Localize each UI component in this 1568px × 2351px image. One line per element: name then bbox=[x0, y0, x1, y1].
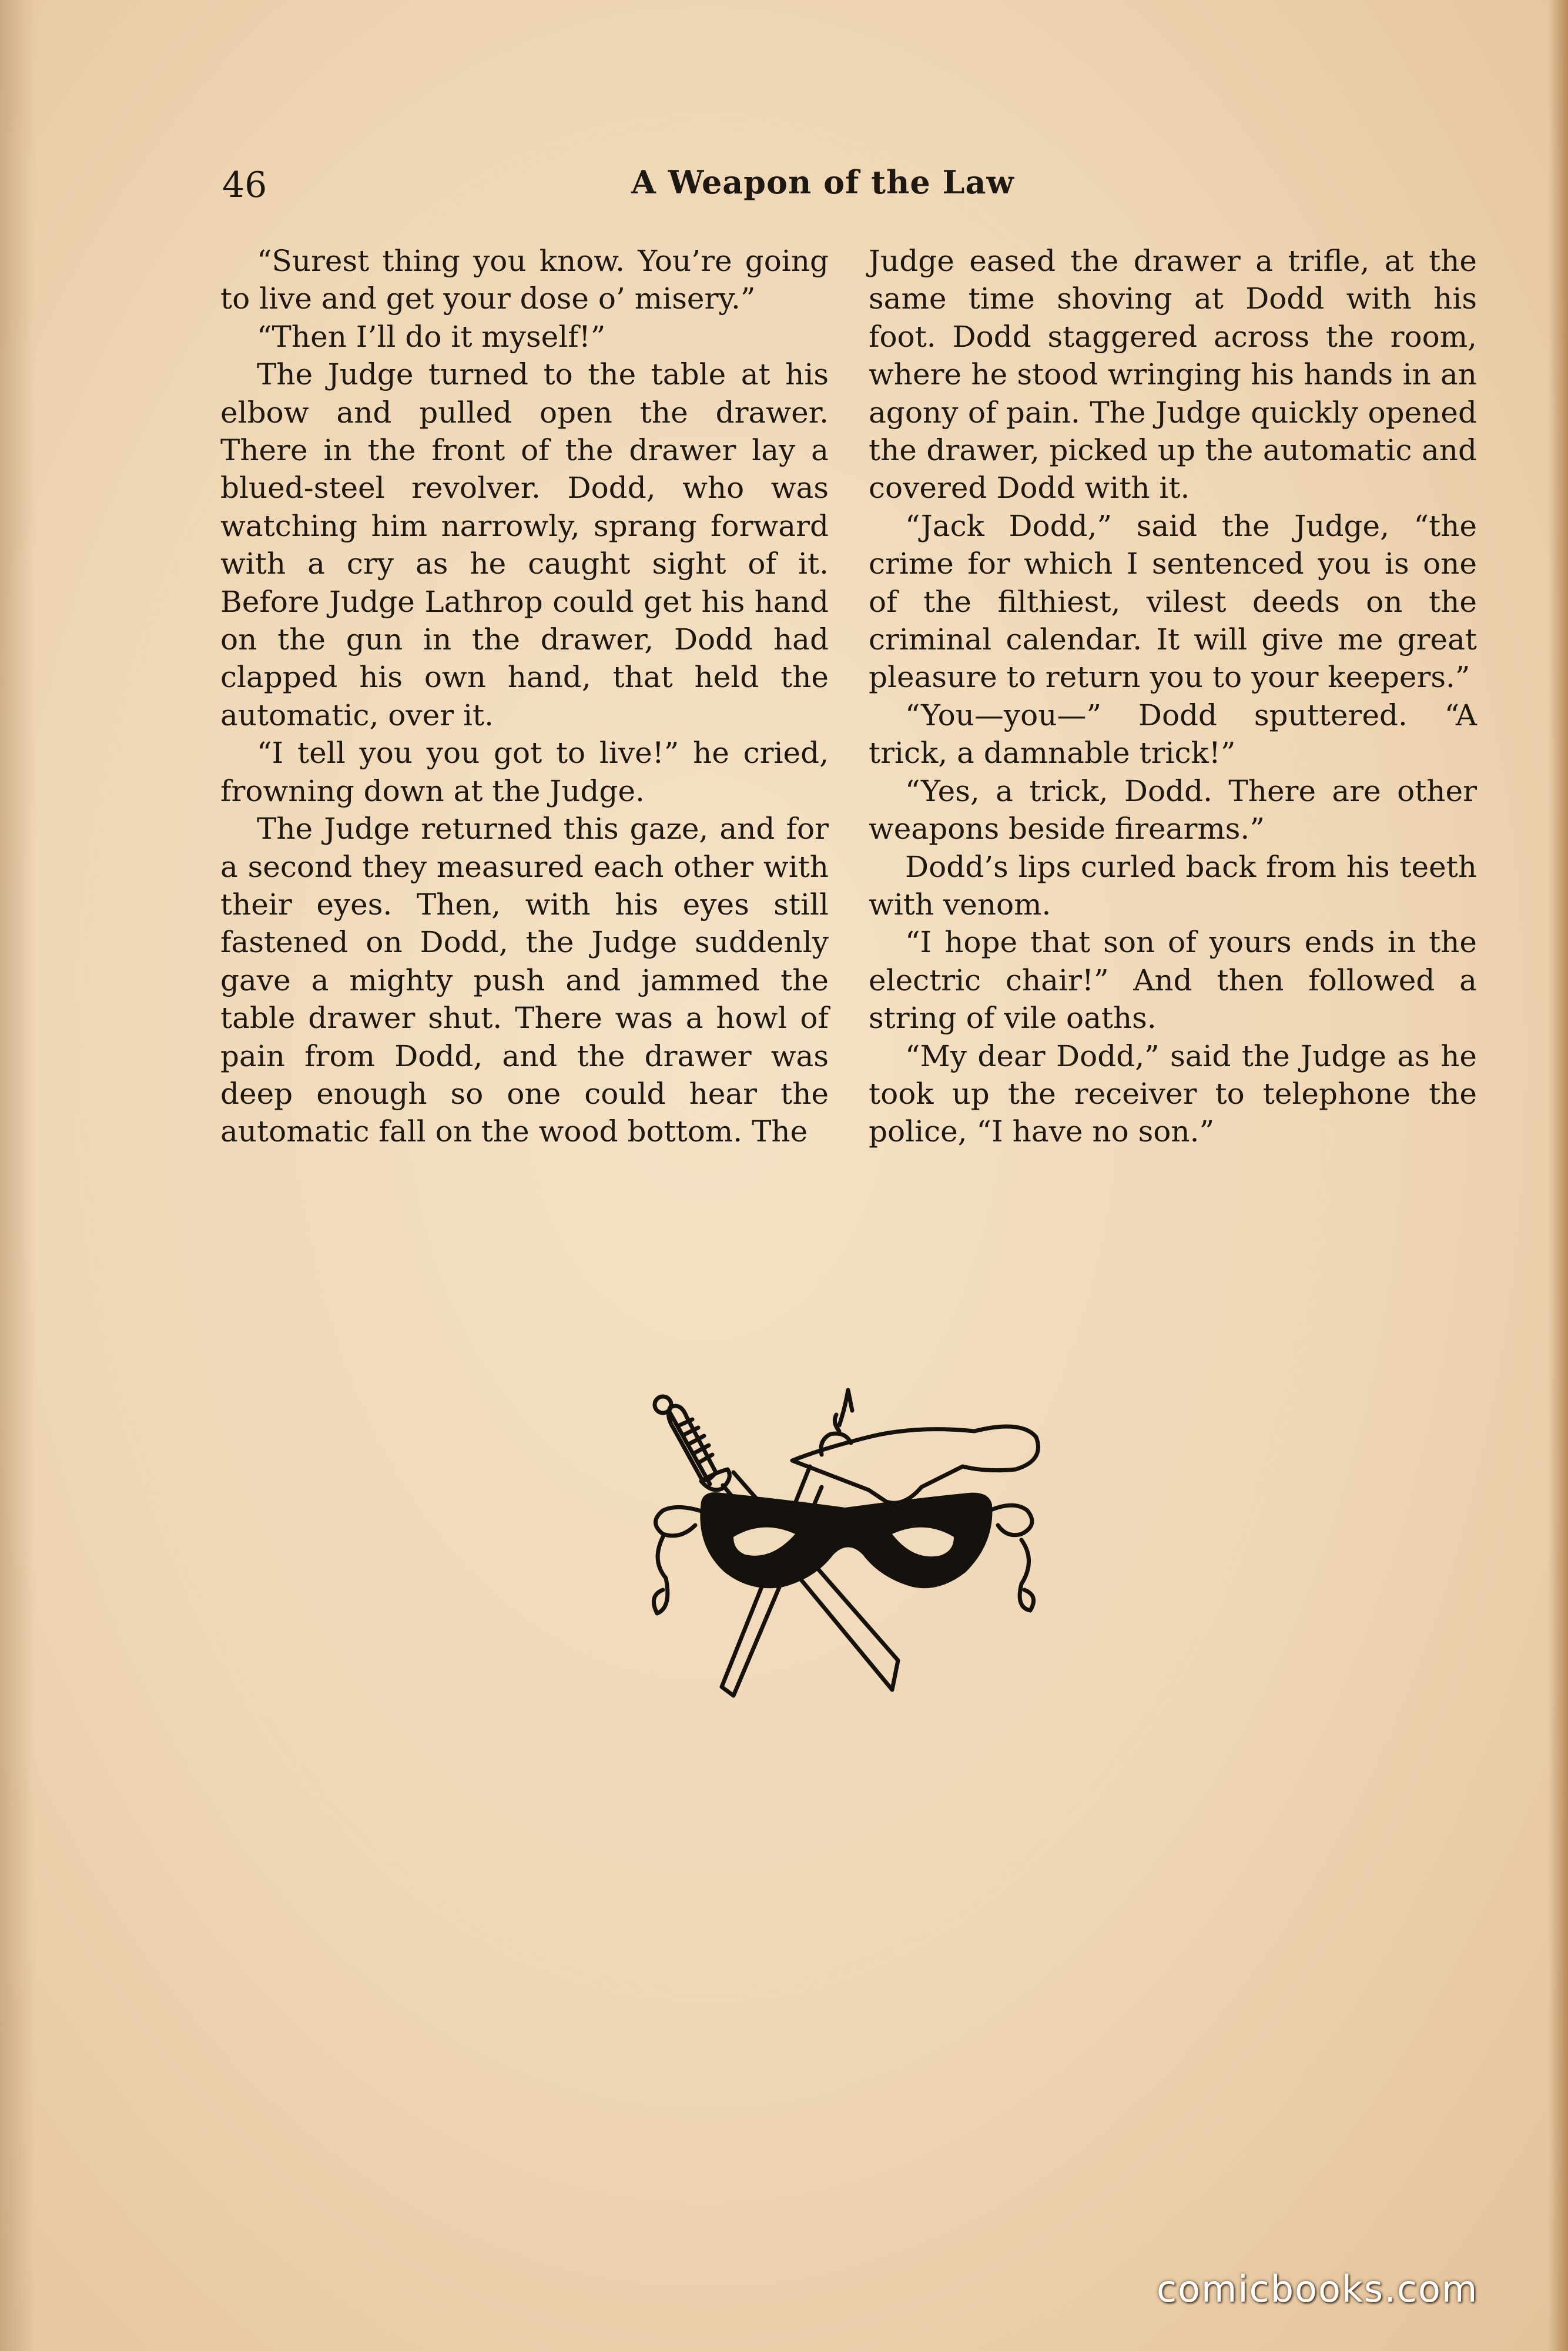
page-number: 46 bbox=[222, 165, 267, 206]
paragraph: “Yes, a trick, Dodd. There are other weapons beside firearms.” bbox=[869, 773, 1477, 846]
paragraph: “I tell you you got to live!” he cried, frowning down at the Judge. bbox=[220, 736, 829, 808]
paragraph: “Then I’ll do it myself!” bbox=[257, 319, 606, 354]
right-text-column bbox=[869, 242, 1477, 1151]
running-title: A Weapon of the Law bbox=[631, 163, 1014, 201]
paragraph: “I hope that son of yours ends in the electric chair!” And then followed a string of vile oaths. bbox=[869, 925, 1477, 1036]
paragraph: “You—you—” Dodd sputtered. “A trick, a damnable trick!” bbox=[869, 698, 1477, 771]
paragraph: “Jack Dodd,” said the Judge, “the crime for which I sentenced you is one of the filthiest, vilest deeds on the criminal calendar. It will give me great pleasure to return you to your keepers.” bbox=[869, 508, 1477, 695]
page-edge-right bbox=[1548, 0, 1568, 2351]
mask-dagger-pistol-ornament-icon bbox=[645, 1384, 1045, 1702]
paragraph: The Judge turned to the table at his elbow and pulled open the drawer. There in the front of the drawer lay a blued-steel revolver. Dodd, who was watching him narrowly, sprang forward with a cry as he caught sight of it. Before Judge Lathrop could get his hand on the gun in the drawer, Dodd had clapped his own hand, that held the automatic, over it. bbox=[220, 357, 829, 732]
left-text-column bbox=[220, 242, 829, 1151]
paragraph: The Judge returned this gaze, and for a second they measured each other with their eyes. Then, with his eyes still fastened on Dodd, the Judge suddenly gave a mighty push and jammed the table drawer shut. There was a howl of pain from Dodd, and the drawer was deep enough so one could hear the automatic fall on the wood bottom. The bbox=[220, 812, 829, 1149]
paragraph: “My dear Dodd,” said the Judge as he took up the receiver to telephone the police, “I have no son.” bbox=[869, 1039, 1477, 1149]
paragraph: “Surest thing you know. You’re going to live and get your dose o’ misery.” bbox=[220, 244, 829, 316]
page-shadow-left bbox=[0, 0, 35, 2351]
paragraph: Dodd’s lips curled back from his teeth with venom. bbox=[869, 849, 1477, 922]
watermark: comicbooks.com bbox=[1157, 2268, 1479, 2310]
paragraph: Judge eased the drawer a trifle, at the same time shoving at Dodd with his foot. Dodd staggered across the room, where he stood wringing his hands in an agony of pain. The Judge quickly opened the drawer, picked up the automatic and covered Dodd with it. bbox=[869, 244, 1477, 505]
